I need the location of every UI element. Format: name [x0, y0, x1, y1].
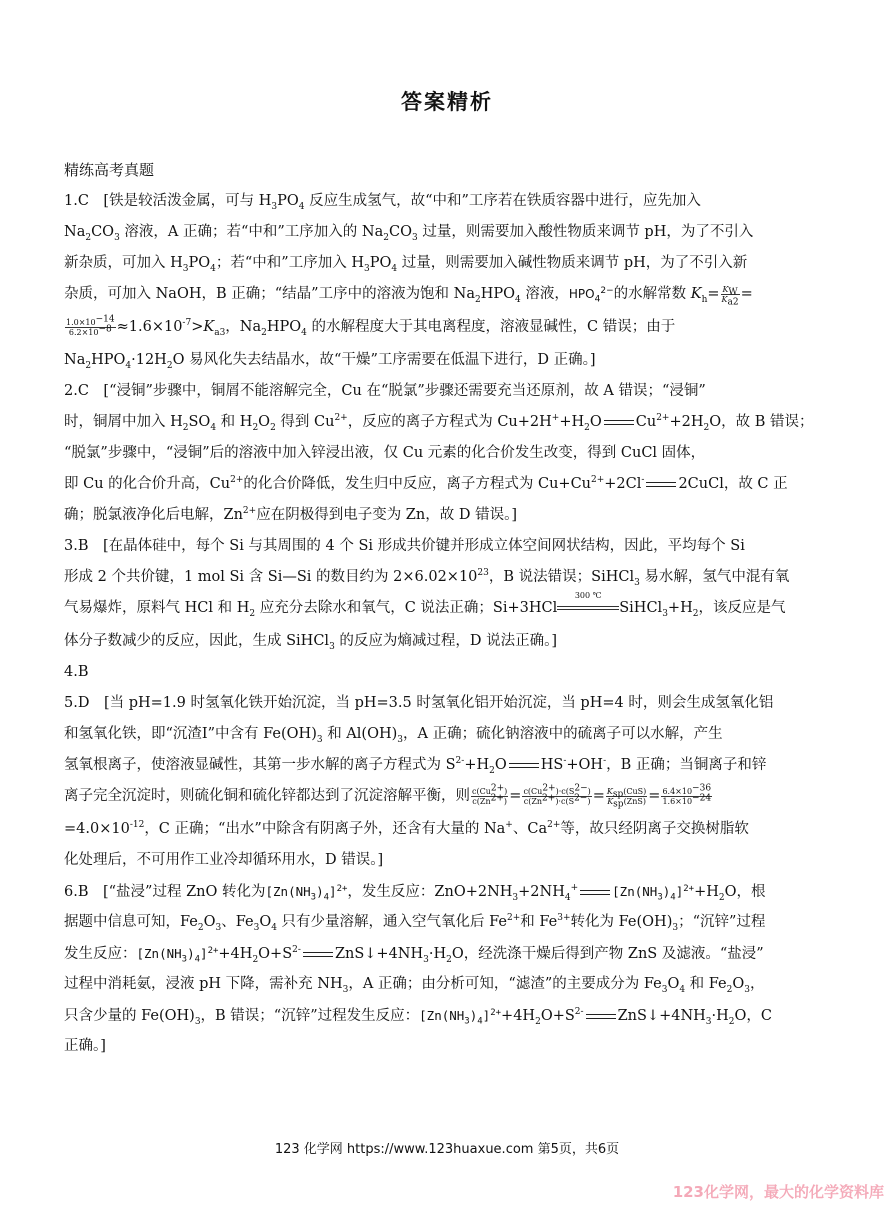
text-line: “脱氯”步骤中，“浸铜”后的溶液中加入锌浸出液，仅 Cu 元素的化合价发生改变，得到 CuCl 固体， — [64, 445, 706, 461]
section-heading: 精练高考真题 — [64, 161, 155, 179]
watermark-text: 123化学网，最大的化学资料库 — [672, 1183, 884, 1201]
text-line: 只含少量的 $Fe(OH)_3$，B 错误；“沉锌”过程发生反应：$[Zn(NH_3)_4]^{2+}+4H_2O+S^{2-}$ $ZnS↓+4NH_3\cdot H_2O$，C — [64, 1007, 773, 1027]
text-line: 和氢氧化铁，即“沉渣Ⅰ”中含有 $Fe(OH)_3$ 和 $Al(OH)_3$，A 正确；硫化钠溶液中的硫离子可以水解，产生 — [64, 726, 723, 745]
text-line: 4.B — [64, 664, 89, 680]
text-line: 气易爆炸，原料气 HCl 和 $H_2$ 应充分去除水和氧气，C 说法正确；Si+3HCl 300 ℃ $SiHCl_3+H_2$，该反应是气 — [64, 591, 786, 619]
text-line: $Na_2CO_3$ 溶液，A 正确；若“中和”工序加入的 $Na_2CO_3$ 过量，则需要加入酸性物质来调节 pH，为了不引入 — [64, 224, 754, 243]
text-line: 发生反应：$[Zn(NH_3)_4]^{2+}+4H_2O+S^{2-}$ $ZnS↓+4NH_3\cdot H_2O$，经洗涤干燥后得到产物 ZnS 及滤液。“盐浸” — [64, 945, 764, 965]
text-line: 形成 2 个共价键，1 mol Si 含 Si—Si 的数目约为 $2\times 6.02\times 10^{23}$，B 说法错误；SiHCl$_3$ 易水解，氢气中混有氧 — [64, 568, 790, 588]
text-line: 氢氧根离子，使溶液显碱性，其第一步水解的离子方程式为 $S^{2-}+H_2O$ HS-+OH-，B 正确；当铜离子和锌 — [64, 756, 767, 776]
text-line: 2.C [“浸铜”步骤中，铜屑不能溶解完全，Cu 在“脱氯”步骤还需要充当还原剂，故 A 错误；“浸铜” — [64, 383, 706, 399]
text-line: $=4.0\times 10^{-12}$，C 正确；“出水”中除含有阴离子外，还含有大量的 Na+、$Ca^{2+}$等，故只经阴离子交换树脂软 — [64, 820, 749, 837]
text-line: 过程中消耗氨，浸液 pH 下降，需补充 $NH_3$，A 正确；由分析可知，“滤渣”的主要成分为 $Fe_3O_4$ 和 $Fe_2O_3$， — [64, 976, 765, 995]
text-line: 新杂质，可加入 $H_3PO_4$；若“中和”工序加入 $H_3PO_4$ 过量，则需要加入碱性物质来调节 pH，为了不引入新 — [64, 255, 748, 274]
text-line: 确；脱氯液净化后电解，$Zn^{2+}$应在阴极得到电子变为 Zn，故 D 错误。] — [64, 506, 517, 523]
text-line: 时，铜屑中加入 $H_2SO_4$ 和 $H_2O_2$ 得到 $Cu^{2+}$，反应的离子方程式为 $Cu+2H^++H_2O$ $Cu^{2+}+2H_2O$，故 B 错误； — [64, 413, 814, 433]
text-line: 正确。] — [64, 1038, 106, 1054]
text-line: 据题中信息可知，$Fe_2O_3$、$Fe_3O_4$ 只有少量溶解，通入空气氧化后 $Fe^{2+}$和 $Fe^{3+}$转化为 $Fe(OH)_3$；“沉锌”过程 — [64, 913, 766, 933]
text-line: 即 Cu 的化合价升高，$Cu^{2+}$的化合价降低，发生归中反应，离子方程式为 $Cu+Cu^{2+}+2Cl^-$ 2CuCl，故 C 正 — [64, 475, 788, 492]
text-line: 杂质，可加入 NaOH，B 正确；“结晶”工序中的溶液为饱和 $Na_2HPO_4$ 溶液，$HPO_4^{2-}$的水解常数 $K_h=$ $\frac{K_W}{K_{a2}}$ = — [64, 284, 753, 308]
text-line: 6.B [“盐浸”过程 ZnO 转化为$[Zn(NH_3)_4]^{2+}$，发生反应：$ZnO+2NH_3+2NH_4^+$ $[Zn(NH_3)_4]^{2+}+H_2O$，根 — [64, 883, 766, 903]
text-line: 体分子数减少的反应，因此，生成 SiHCl$_3$ 的反应为熵减过程，D 说法正确。] — [64, 633, 558, 652]
text-line: 化处理后，不可用作工业冷却循环用水，D 错误。] — [64, 852, 384, 868]
page-title: 答案精析 — [401, 90, 493, 114]
text-line: 离子完全沉淀时，则硫化铜和硫化锌都达到了沉淀溶解平衡，则 $\frac{c(Cu^{2+})}{c(Zn^{2+})}$ = $\frac{c(Cu^{2+})\cdot c(S^{2-})}{c(Zn^{2+})\cdot c(S^{2-})}$ = $\frac{K_{sp}(CuS)}{K_{sp}(ZnS)}$ = $\frac{6.4\times 10^{-36}}{1.6\times 10^{-24}}$ — [64, 782, 712, 810]
text-line: 3.B [在晶体硅中，每个 Si 与其周围的 4 个 Si 形成共价键并形成立体空间网状结构，因此，平均每个 Si — [64, 538, 745, 554]
text-line: 1.C [铁是较活泼金属，可与 $H_3PO_4$ 反应生成氢气，故“中和”工序若在铁质容器中进行，应先加入 — [64, 193, 701, 212]
text-line: 5.D [当 pH=1.9 时氢氧化铁开始沉淀，当 pH=3.5 时氢氧化铝开始沉淀，当 pH=4 时，则会生成氢氧化铝 — [64, 695, 774, 711]
answer-content — [64, 187, 834, 1063]
page-footer: 123 化学网 https://www.123huaxue.com 第5页，共6页 — [274, 1142, 620, 1157]
text-line: $Na_2HPO_4\cdot 12H_2O$ 易风化失去结晶水，故“干燥”工序需要在低温下进行，D 正确。] — [64, 352, 596, 371]
text-line: $\frac{1.0\times 10^{-14}}{6.2\times 10^{-8}}$ $\approx 1.6\times 10^{-7}>K_{a3}$，$Na_2HPO_4$ 的水解程度大于其电离程度，溶液显碱性，C 错误；由于 — [66, 313, 676, 338]
